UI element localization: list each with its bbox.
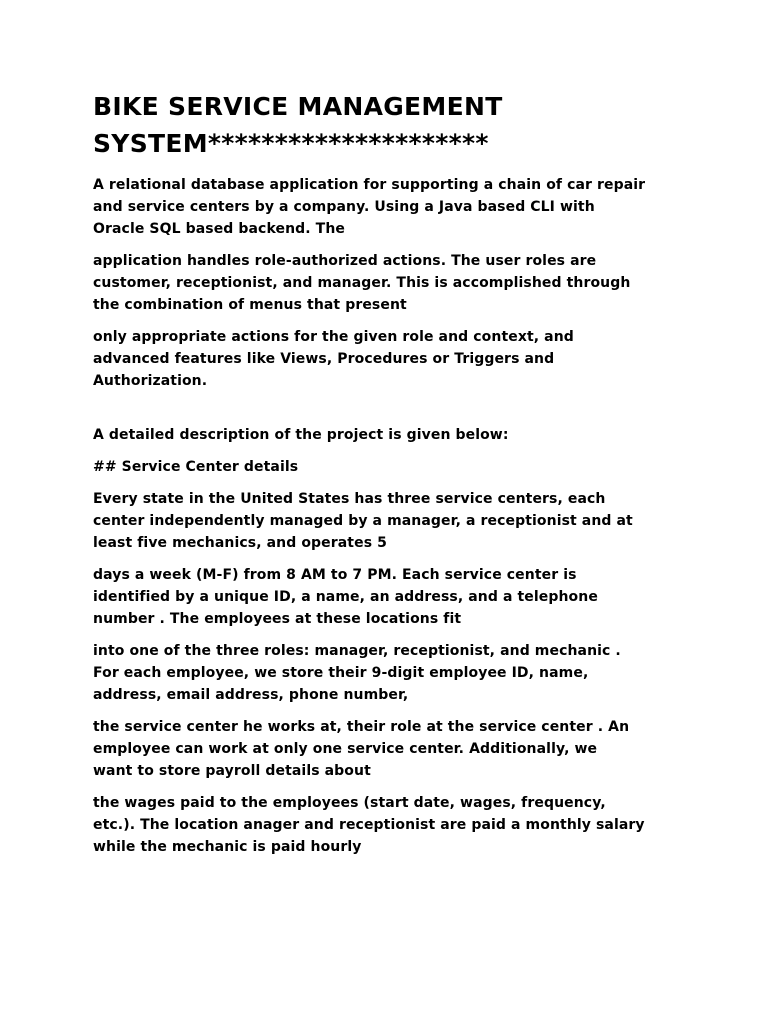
paragraph-service-centers bbox=[93, 488, 693, 554]
text-line: number . The employees at these locations fit bbox=[93, 611, 462, 627]
title-line: BIKE SERVICE MANAGEMENT bbox=[93, 92, 503, 121]
text-line: least five mechanics, and operates 5 bbox=[93, 535, 387, 551]
text-line: employee can work at only one service center. Additionally, we bbox=[93, 741, 598, 757]
paragraph-wages bbox=[93, 792, 693, 858]
text-line: the service center he works at, their role at the service center . An bbox=[93, 719, 630, 735]
section-heading-service-center bbox=[93, 456, 693, 478]
document-page bbox=[93, 88, 693, 858]
paragraph-hours bbox=[93, 564, 693, 630]
paragraph-employee-center bbox=[93, 716, 693, 782]
paragraph-employee-roles bbox=[93, 640, 693, 706]
paragraph-intro bbox=[93, 174, 693, 240]
text-line: For each employee, we store their 9-digit employee ID, name, bbox=[93, 665, 589, 681]
text-line: into one of the three roles: manager, receptionist, and mechanic . bbox=[93, 643, 621, 659]
text-line: A relational database application for supporting a chain of car repair bbox=[93, 177, 646, 193]
text-line: Every state in the United States has three service centers, each bbox=[93, 491, 606, 507]
document-title bbox=[93, 88, 693, 162]
text-line: while the mechanic is paid hourly bbox=[93, 839, 362, 855]
text-line: customer, receptionist, and manager. This is accomplished through bbox=[93, 275, 631, 291]
paragraph-features bbox=[93, 326, 693, 392]
title-line: SYSTEM********************* bbox=[93, 129, 489, 158]
text-line: advanced features like Views, Procedures or Triggers and bbox=[93, 351, 555, 367]
text-line: Authorization. bbox=[93, 373, 208, 389]
paragraph-detailed-description bbox=[93, 424, 693, 446]
text-line: etc.). The location anager and receptionist are paid a monthly salary bbox=[93, 817, 645, 833]
text-line: ## Service Center details bbox=[93, 459, 299, 475]
text-line: and service centers by a company. Using a Java based CLI with bbox=[93, 199, 595, 215]
text-line: application handles role-authorized actions. The user roles are bbox=[93, 253, 597, 269]
text-line: center independently managed by a manager, a receptionist and at bbox=[93, 513, 633, 529]
paragraph-roles bbox=[93, 250, 693, 316]
text-line: address, email address, phone number, bbox=[93, 687, 409, 703]
text-line: want to store payroll details about bbox=[93, 763, 371, 779]
text-line: the combination of menus that present bbox=[93, 297, 407, 313]
text-line: only appropriate actions for the given role and context, and bbox=[93, 329, 574, 345]
text-line: Oracle SQL based backend. The bbox=[93, 221, 345, 237]
text-line: identified by a unique ID, a name, an address, and a telephone bbox=[93, 589, 598, 605]
text-line: days a week (M-F) from 8 AM to 7 PM. Each service center is bbox=[93, 567, 577, 583]
text-line: A detailed description of the project is given below: bbox=[93, 427, 509, 443]
text-line: the wages paid to the employees (start date, wages, frequency, bbox=[93, 795, 606, 811]
